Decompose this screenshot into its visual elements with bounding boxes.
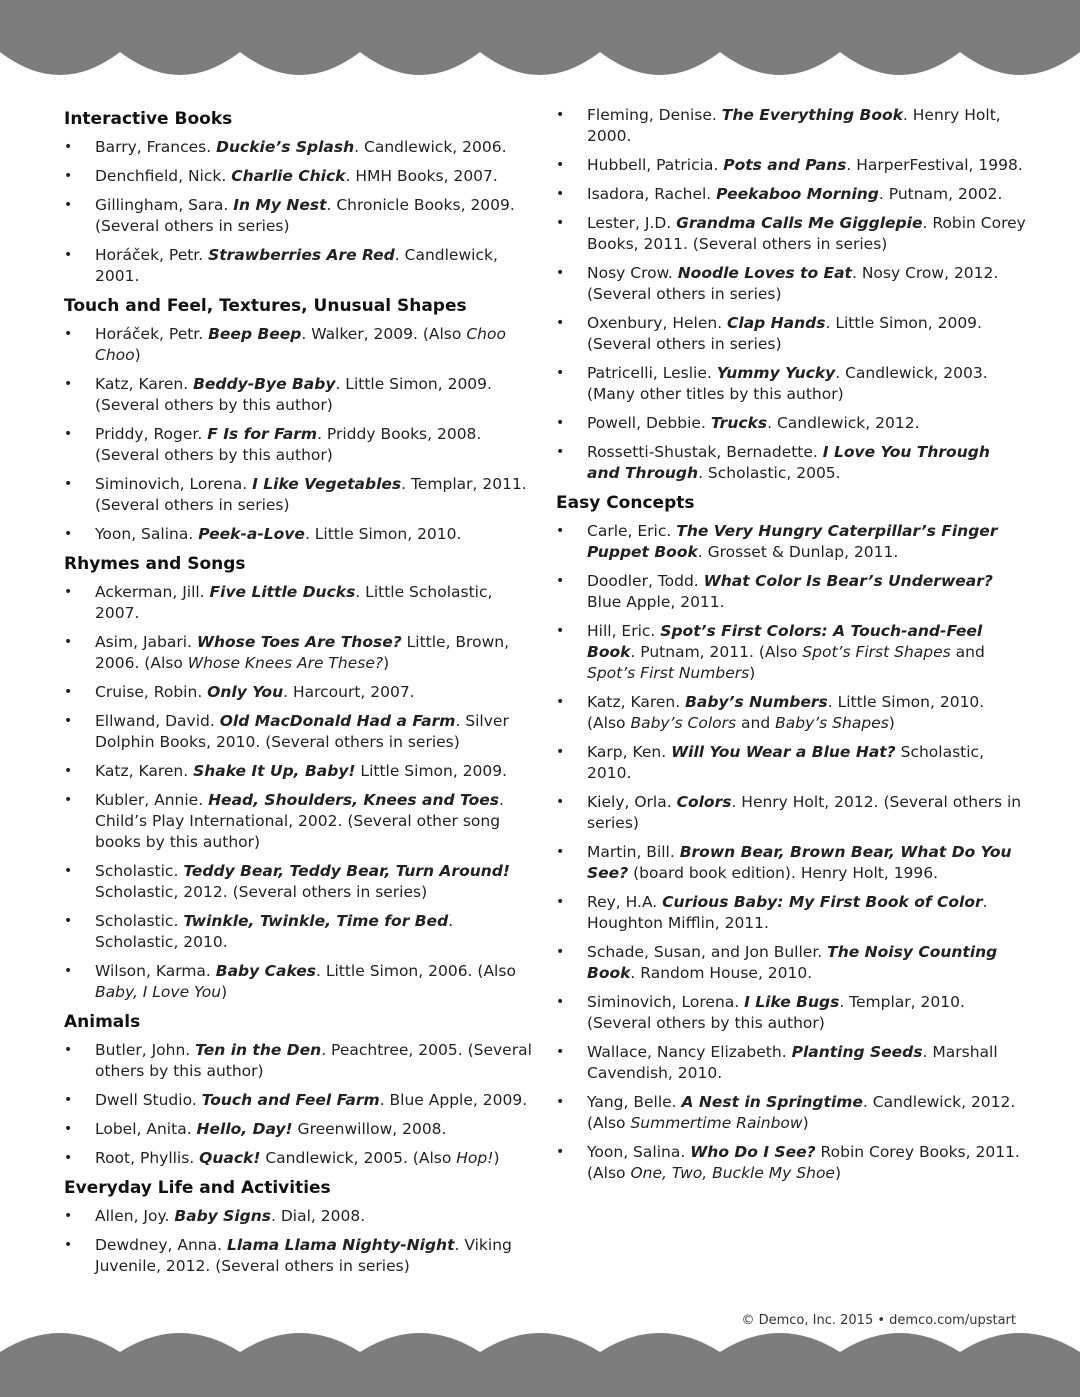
citation-text: Scholastic, 2012. (Several others in series) <box>95 883 428 901</box>
citation-text: . Scholastic, 2010. <box>95 912 454 951</box>
citation-text: Dwell Studio. <box>95 1091 202 1109</box>
section <box>64 108 534 287</box>
book-title: Baby Cakes <box>215 962 316 980</box>
book-title: Peekaboo Morning <box>716 185 879 203</box>
book-title: Baby’s Numbers <box>685 693 828 711</box>
citation-text: . Peachtree, 2005. (Several others by this author) <box>95 1041 532 1080</box>
book-list <box>556 105 1026 484</box>
book-entry <box>556 363 1026 405</box>
citation-text: Wilson, Karma. <box>95 962 216 980</box>
section <box>556 492 1026 1184</box>
book-entry <box>556 105 1026 147</box>
related-title: Baby, I Love You <box>95 983 222 1001</box>
section-heading: Interactive Books <box>64 109 233 129</box>
citation-text: . Putnam, 2011. (Also <box>630 643 803 661</box>
citation-text: Lester, J.D. <box>587 214 677 232</box>
book-title: Hello, Day! <box>196 1120 293 1138</box>
citation-text: Martin, Bill. <box>587 843 680 861</box>
book-entry <box>64 195 534 237</box>
book-list <box>64 1206 534 1277</box>
book-entry <box>556 213 1026 255</box>
citation-text: . Random House, 2010. <box>630 964 813 982</box>
citation-text: Powell, Debbie. <box>587 414 711 432</box>
book-entry <box>556 442 1026 484</box>
citation-text: Katz, Karen. <box>95 762 194 780</box>
citation-text: Kiely, Orla. <box>587 793 677 811</box>
book-title: Colors <box>676 793 732 811</box>
citation-text: Oxenbury, Helen. <box>587 314 728 332</box>
book-entry <box>64 911 534 953</box>
book-title: Llama Llama Nighty-Night <box>226 1236 455 1254</box>
book-title: Head, Shoulders, Knees and Toes <box>208 791 499 809</box>
book-entry <box>64 1090 534 1111</box>
book-title: Duckie’s Splash <box>216 138 355 156</box>
citation-text: Siminovich, Lorena. <box>95 475 253 493</box>
citation-text: Little, Brown, 2006. (Also <box>95 633 509 672</box>
book-entry <box>556 413 1026 434</box>
book-entry <box>64 1148 534 1169</box>
citation-text: . Viking Juvenile, 2012. (Several others in series) <box>95 1236 512 1275</box>
citation-text: Candlewick, 2005. (Also <box>260 1149 457 1167</box>
citation-text: . Candlewick, 2012. <box>767 414 920 432</box>
citation-text: Gillingham, Sara. <box>95 196 234 214</box>
book-title: Curious Baby: My First Book of Color <box>662 893 983 911</box>
related-title: Baby’s Shapes <box>775 714 889 732</box>
book-entry <box>556 313 1026 355</box>
citation-text: Yang, Belle. <box>587 1093 682 1111</box>
book-entry <box>64 137 534 158</box>
section-heading: Animals <box>64 1012 141 1032</box>
book-entry <box>64 961 534 1003</box>
citation-text: Denchfield, Nick. <box>95 167 232 185</box>
book-entry <box>64 324 534 366</box>
citation-text: Barry, Frances. <box>95 138 217 156</box>
citation-text: . Little Scholastic, 2007. <box>95 583 493 622</box>
book-entry <box>64 582 534 624</box>
book-title: I Like Vegetables <box>252 475 402 493</box>
book-title: Old MacDonald Had a Farm <box>219 712 456 730</box>
book-entry <box>64 632 534 674</box>
book-title: Quack! <box>199 1149 261 1167</box>
citation-text: ) <box>493 1149 500 1167</box>
book-entry <box>64 1040 534 1082</box>
citation-text: Allen, Joy. <box>95 1207 175 1225</box>
book-title: I Love You Through and Through <box>587 443 990 482</box>
citation-text: Isadora, Rachel. <box>587 185 717 203</box>
book-entry <box>556 521 1026 563</box>
book-list <box>64 1040 534 1169</box>
book-entry <box>556 892 1026 934</box>
related-title: Baby’s Colors <box>630 714 737 732</box>
book-title: A Nest in Springtime <box>681 1093 863 1111</box>
citation-text: ) <box>749 664 756 682</box>
book-title: In My Nest <box>233 196 327 214</box>
section-heading: Everyday Life and Activities <box>64 1178 331 1198</box>
book-title: The Everything Book <box>721 106 903 124</box>
right-column <box>556 105 1026 1192</box>
section <box>64 553 534 1003</box>
citation-text: Doodler, Todd. <box>587 572 704 590</box>
related-title: Choo Choo <box>95 325 506 364</box>
book-title: Baby Signs <box>174 1207 272 1225</box>
book-title: Teddy Bear, Teddy Bear, Turn Around! <box>183 862 510 880</box>
citation-text: Ellwand, David. <box>95 712 220 730</box>
citation-text: Scholastic. <box>95 862 184 880</box>
citation-text: . HarperFestival, 1998. <box>846 156 1023 174</box>
book-entry <box>64 1119 534 1140</box>
book-title: What Color Is Bear’s Underwear? <box>703 572 993 590</box>
citation-text: . Nosy Crow, 2012. (Several others in series) <box>587 264 999 303</box>
citation-text: and <box>950 643 985 661</box>
citation-text: . Robin Corey Books, 2011. (Several others in series) <box>587 214 1026 253</box>
book-title: Trucks <box>710 414 768 432</box>
related-title: Hop! <box>456 1149 494 1167</box>
section-heading: Easy Concepts <box>556 493 695 513</box>
citation-text: ) <box>802 1114 809 1132</box>
book-entry <box>64 711 534 753</box>
citation-text: Katz, Karen. <box>95 375 194 393</box>
citation-text: . Henry Holt, 2012. (Several others in series) <box>587 793 1022 832</box>
citation-text: Horáček, Petr. <box>95 246 209 264</box>
citation-text: . Candlewick, 2001. <box>95 246 498 285</box>
citation-text: Greenwillow, 2008. <box>292 1120 447 1138</box>
section <box>64 295 534 545</box>
book-entry <box>64 1235 534 1277</box>
book-title: F Is for Farm <box>207 425 318 443</box>
citation-text: Horáček, Petr. <box>95 325 209 343</box>
book-entry <box>556 621 1026 684</box>
book-title: Shake It Up, Baby! <box>193 762 356 780</box>
book-entry <box>64 1206 534 1227</box>
left-column <box>64 105 534 1285</box>
book-title: Will You Wear a Blue Hat? <box>671 743 896 761</box>
book-title: Clap Hands <box>727 314 826 332</box>
book-title: The Very Hungry Caterpillar’s Finger Puppet Book <box>587 522 998 561</box>
citation-text: Carle, Eric. <box>587 522 677 540</box>
citation-text: Yoon, Salina. <box>95 525 199 543</box>
book-entry <box>64 245 534 287</box>
book-entry <box>556 1092 1026 1134</box>
citation-text: ) <box>383 654 390 672</box>
book-title: Planting Seeds <box>791 1043 923 1061</box>
book-title: Noodle Loves to Eat <box>677 264 852 282</box>
citation-text: Root, Phyllis. <box>95 1149 200 1167</box>
citation-text: ) <box>888 714 895 732</box>
citation-text: Little Simon, 2009. <box>355 762 508 780</box>
book-list <box>64 324 534 545</box>
citation-text: . Little Simon, 2009. (Several others by this author) <box>95 375 492 414</box>
citation-text: ) <box>834 1164 842 1182</box>
citation-text: . Grosset & Dunlap, 2011. <box>697 543 899 561</box>
citation-text: . HMH Books, 2007. <box>345 167 498 185</box>
book-title: Grandma Calls Me Gigglepie <box>676 214 923 232</box>
citation-text: Rossetti-Shustak, Bernadette. <box>587 443 823 461</box>
section-heading: Rhymes and Songs <box>64 554 246 574</box>
citation-text: . Dial, 2008. <box>271 1207 366 1225</box>
section-heading: Touch and Feel, Textures, Unusual Shapes <box>64 296 467 316</box>
book-title: Touch and Feel Farm <box>201 1091 380 1109</box>
book-title: Only You <box>207 683 284 701</box>
book-entry <box>556 942 1026 984</box>
citation-text: . Little Simon, 2010. <box>304 525 462 543</box>
book-title: Beddy-Bye Baby <box>193 375 336 393</box>
book-title: Ten in the Den <box>195 1041 322 1059</box>
citation-text: . Henry Holt, 2000. <box>587 106 1001 145</box>
book-entry <box>556 1142 1026 1184</box>
citation-text: . Candlewick, 2006. <box>354 138 507 156</box>
book-title: Whose Toes Are Those? <box>196 633 402 651</box>
book-title: Spot’s First Colors: A Touch-and-Feel Book <box>587 622 983 661</box>
book-title: Twinkle, Twinkle, Time for Bed <box>183 912 449 930</box>
book-title: Five Little Ducks <box>209 583 356 601</box>
citation-text: Robin Corey Books, 2011. (Also <box>587 1143 1020 1182</box>
book-list <box>556 521 1026 1184</box>
book-entry <box>64 424 534 466</box>
book-title: Pots and Pans <box>723 156 847 174</box>
citation-text: Cruise, Robin. <box>95 683 208 701</box>
book-entry <box>64 861 534 903</box>
citation-text: . Blue Apple, 2009. <box>379 1091 528 1109</box>
citation-text: . Templar, 2010. (Several others by this author) <box>587 993 965 1032</box>
related-title: Spot’s First Numbers <box>587 664 750 682</box>
book-entry <box>556 842 1026 884</box>
citation-text: Kubler, Annie. <box>95 791 209 809</box>
citation-text: . Candlewick, 2012. (Also <box>587 1093 1016 1132</box>
related-title: One, Two, Buckle My Shoe <box>630 1164 835 1182</box>
citation-text: . Houghton Mifflin, 2011. <box>587 893 988 932</box>
book-list <box>64 582 534 1003</box>
related-title: Summertime Rainbow <box>630 1114 803 1132</box>
citation-text: Fleming, Denise. <box>587 106 722 124</box>
book-title: Charlie Chick <box>231 167 346 185</box>
citation-text: . Walker, 2009. (Also <box>301 325 467 343</box>
citation-text: . Putnam, 2002. <box>878 185 1003 203</box>
citation-text: Ackerman, Jill. <box>95 583 210 601</box>
book-title: I Like Bugs <box>744 993 840 1011</box>
book-entry <box>64 790 534 853</box>
citation-text: and <box>736 714 776 732</box>
citation-text: Blue Apple, 2011. <box>587 593 725 611</box>
book-entry <box>556 992 1026 1034</box>
related-title: Spot’s First Shapes <box>802 643 951 661</box>
citation-text: Siminovich, Lorena. <box>587 993 745 1011</box>
book-title: Peek-a-Love <box>198 525 305 543</box>
book-entry <box>556 692 1026 734</box>
bottom-scallop-border <box>0 1330 1080 1397</box>
book-entry <box>64 166 534 187</box>
citation-text: Schade, Susan, and Jon Buller. <box>587 943 828 961</box>
copyright-footer: © Demco, Inc. 2015 • demco.com/upstart <box>741 1313 1016 1328</box>
citation-text: Karp, Ken. <box>587 743 672 761</box>
book-entry <box>556 155 1026 176</box>
book-list <box>64 137 534 287</box>
book-title: Yummy Yucky <box>716 364 836 382</box>
book-entry <box>64 374 534 416</box>
citation-text: . Scholastic, 2005. <box>698 464 841 482</box>
book-entry <box>556 792 1026 834</box>
section <box>556 105 1026 484</box>
section <box>64 1011 534 1169</box>
book-entry <box>64 761 534 782</box>
book-entry <box>556 263 1026 305</box>
citation-text: Nosy Crow. <box>587 264 678 282</box>
book-title: Who Do I See? <box>690 1143 816 1161</box>
citation-text: Hill, Eric. <box>587 622 661 640</box>
citation-text: . Little Simon, 2009. (Several others in series) <box>587 314 982 353</box>
citation-text: . Harcourt, 2007. <box>283 683 415 701</box>
section <box>64 1177 534 1277</box>
citation-text: Katz, Karen. <box>587 693 686 711</box>
citation-text: . Child’s Play International, 2002. (Several other song books by this author) <box>95 791 504 851</box>
top-scallop-border <box>0 0 1080 110</box>
citation-text: . Templar, 2011. (Several others in series) <box>95 475 527 514</box>
citation-text: Priddy, Roger. <box>95 425 208 443</box>
book-entry <box>556 184 1026 205</box>
citation-text: Scholastic. <box>95 912 184 930</box>
citation-text: . Chronicle Books, 2009. (Several others in series) <box>95 196 515 235</box>
citation-text: Yoon, Salina. <box>587 1143 691 1161</box>
book-entry <box>556 571 1026 613</box>
related-title: Whose Knees Are These? <box>187 654 384 672</box>
book-entry <box>64 524 534 545</box>
citation-text: Asim, Jabari. <box>95 633 197 651</box>
citation-text: . Priddy Books, 2008. (Several others by this author) <box>95 425 482 464</box>
book-title: Beep Beep <box>208 325 302 343</box>
book-title: The Noisy Counting Book <box>587 943 998 982</box>
citation-text: Butler, John. <box>95 1041 196 1059</box>
citation-text: . Silver Dolphin Books, 2010. (Several others in series) <box>95 712 509 751</box>
book-title: Strawberries Are Red <box>208 246 395 264</box>
citation-text: ) <box>221 983 228 1001</box>
book-entry <box>556 742 1026 784</box>
citation-text: Hubbell, Patricia. <box>587 156 724 174</box>
citation-text: Wallace, Nancy Elizabeth. <box>587 1043 792 1061</box>
book-entry <box>64 682 534 703</box>
citation-text: . Marshall Cavendish, 2010. <box>587 1043 998 1082</box>
citation-text: Rey, H.A. <box>587 893 663 911</box>
citation-text: Scholastic, 2010. <box>587 743 984 782</box>
citation-text: ) <box>134 346 141 364</box>
book-entry <box>64 474 534 516</box>
citation-text: Dewdney, Anna. <box>95 1236 227 1254</box>
citation-text: . Little Simon, 2006. (Also <box>315 962 516 980</box>
book-entry <box>556 1042 1026 1084</box>
citation-text: . Candlewick, 2003. (Many other titles by this author) <box>587 364 988 403</box>
citation-text: . Little Simon, 2010. (Also <box>587 693 985 732</box>
book-title: Brown Bear, Brown Bear, What Do You See? <box>587 843 1012 882</box>
citation-text: (board book edition). Henry Holt, 1996. <box>628 864 939 882</box>
citation-text: Lobel, Anita. <box>95 1120 197 1138</box>
citation-text: Patricelli, Leslie. <box>587 364 717 382</box>
